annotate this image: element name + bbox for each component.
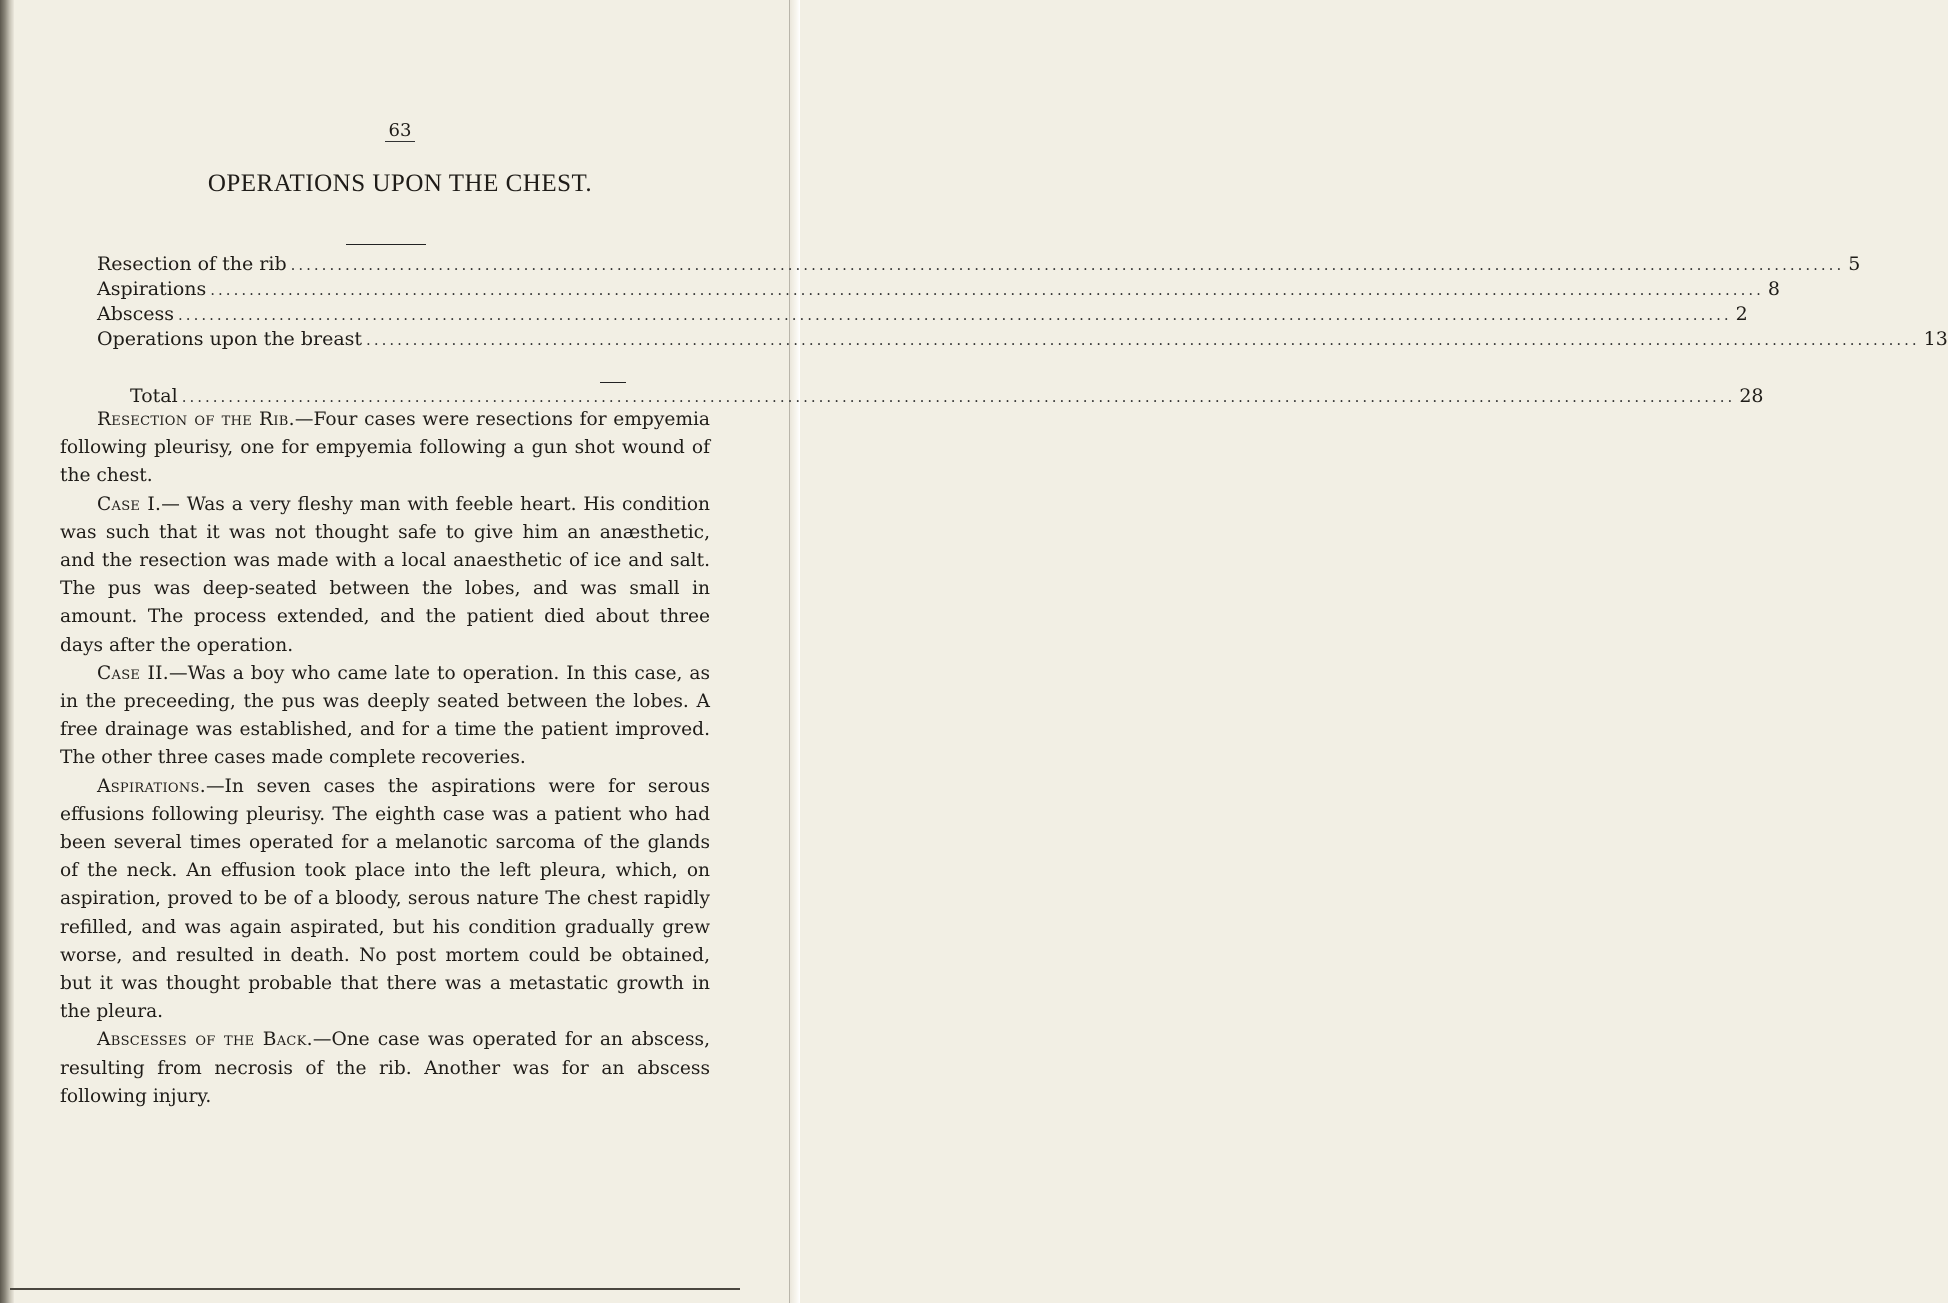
paragraph-resection [60,406,710,491]
dot-leader: ........................................................................................................................................................................................................ [181,388,1736,406]
summary-row-label: Resection of the rib [97,253,287,275]
paragraph-text: —In seven cases the aspirations were for serous effusions following pleurisy. The eighth case was a patient who had been several times operated for a melanotic sarcoma of the glands of the neck. An effusion took place into the left pleura, which, on aspiration, proved to be of a bloody, serous nature The chest rapidly refilled, and was again aspirated, but his condition gradually grew worse, and resulted in death. No post mortem could be obtained, but it was thought probable that there was a metastatic growth in the pleura. [60,775,710,1023]
paragraph-heading: Resection of the Rib. [97,409,295,430]
summary-row-value: 5 [1848,253,1861,275]
summary-row-breast [97,327,1948,352]
paragraph-heading: Case II. [97,662,169,684]
paragraph-heading: Abscesses of the Back. [97,1029,313,1051]
total-value: 28 [1739,385,1764,407]
summary-row-abscess [97,302,1748,327]
paragraph-case-1 [60,491,710,660]
dot-leader: ........................................................................................................................................................................................................ [210,281,1764,299]
sum-divider [600,382,626,383]
total-label: Total [130,385,178,407]
page-title: OPERATIONS UPON THE CHEST. [207,170,593,197]
summary-row-resection [97,252,1861,277]
dot-leader: ........................................................................................................................................................................................................ [178,306,1732,324]
dot-leader: ........................................................................................................................................................................................................ [290,256,1845,274]
summary-row-value: 2 [1735,303,1748,325]
summary-row-label: Operations upon the breast [97,328,363,350]
paragraph-heading: Aspirations. [97,775,206,797]
page-number-text: 63 [385,120,416,142]
paragraph-text: —Was a boy who came late to operation. In this case, as in the preceeding, the pus was deeply seated between the lobes. A free drainage was established, and for a time the patient improved. The other three cases made complete recoveries. [60,662,710,769]
paragraph-text: — Was a very fleshy man with feeble heart. His condition was such that it was not thought safe to give him an anæsthetic, and the resection was made with a local anaesthetic of ice and salt. The pus was deep-seated between the lobes, and was small in amount. The process extended, and the patient died about three days after the operation. [60,493,710,656]
paragraph-heading: Case I. [97,493,162,515]
dot-leader: ........................................................................................................................................................................................................ [366,331,1920,349]
summary-row-value: 13 [1923,328,1948,350]
paragraph-text: —Four cases were resections for empyemia following pleurisy, one for empyemia following a gun shot wound of the chest. [60,409,710,487]
paragraph-text: —One case was operated for an abscess, resulting from necrosis of the rib. Another was for an abscess following injury. [60,1029,710,1107]
paragraph-abscesses [60,1026,710,1111]
page-number [0,120,800,141]
summary-row-aspirations [97,277,1780,302]
summary-row-label: Abscess [97,303,175,325]
paragraph-aspirations [60,773,710,1027]
summary-row-label: Aspirations [97,278,207,300]
page-bottom-edge [10,1288,740,1290]
summary-row-value: 8 [1767,278,1780,300]
summary-table [97,252,1948,352]
paragraph-case-2 [60,660,710,773]
title-divider [346,244,426,245]
body-text [60,406,710,1111]
